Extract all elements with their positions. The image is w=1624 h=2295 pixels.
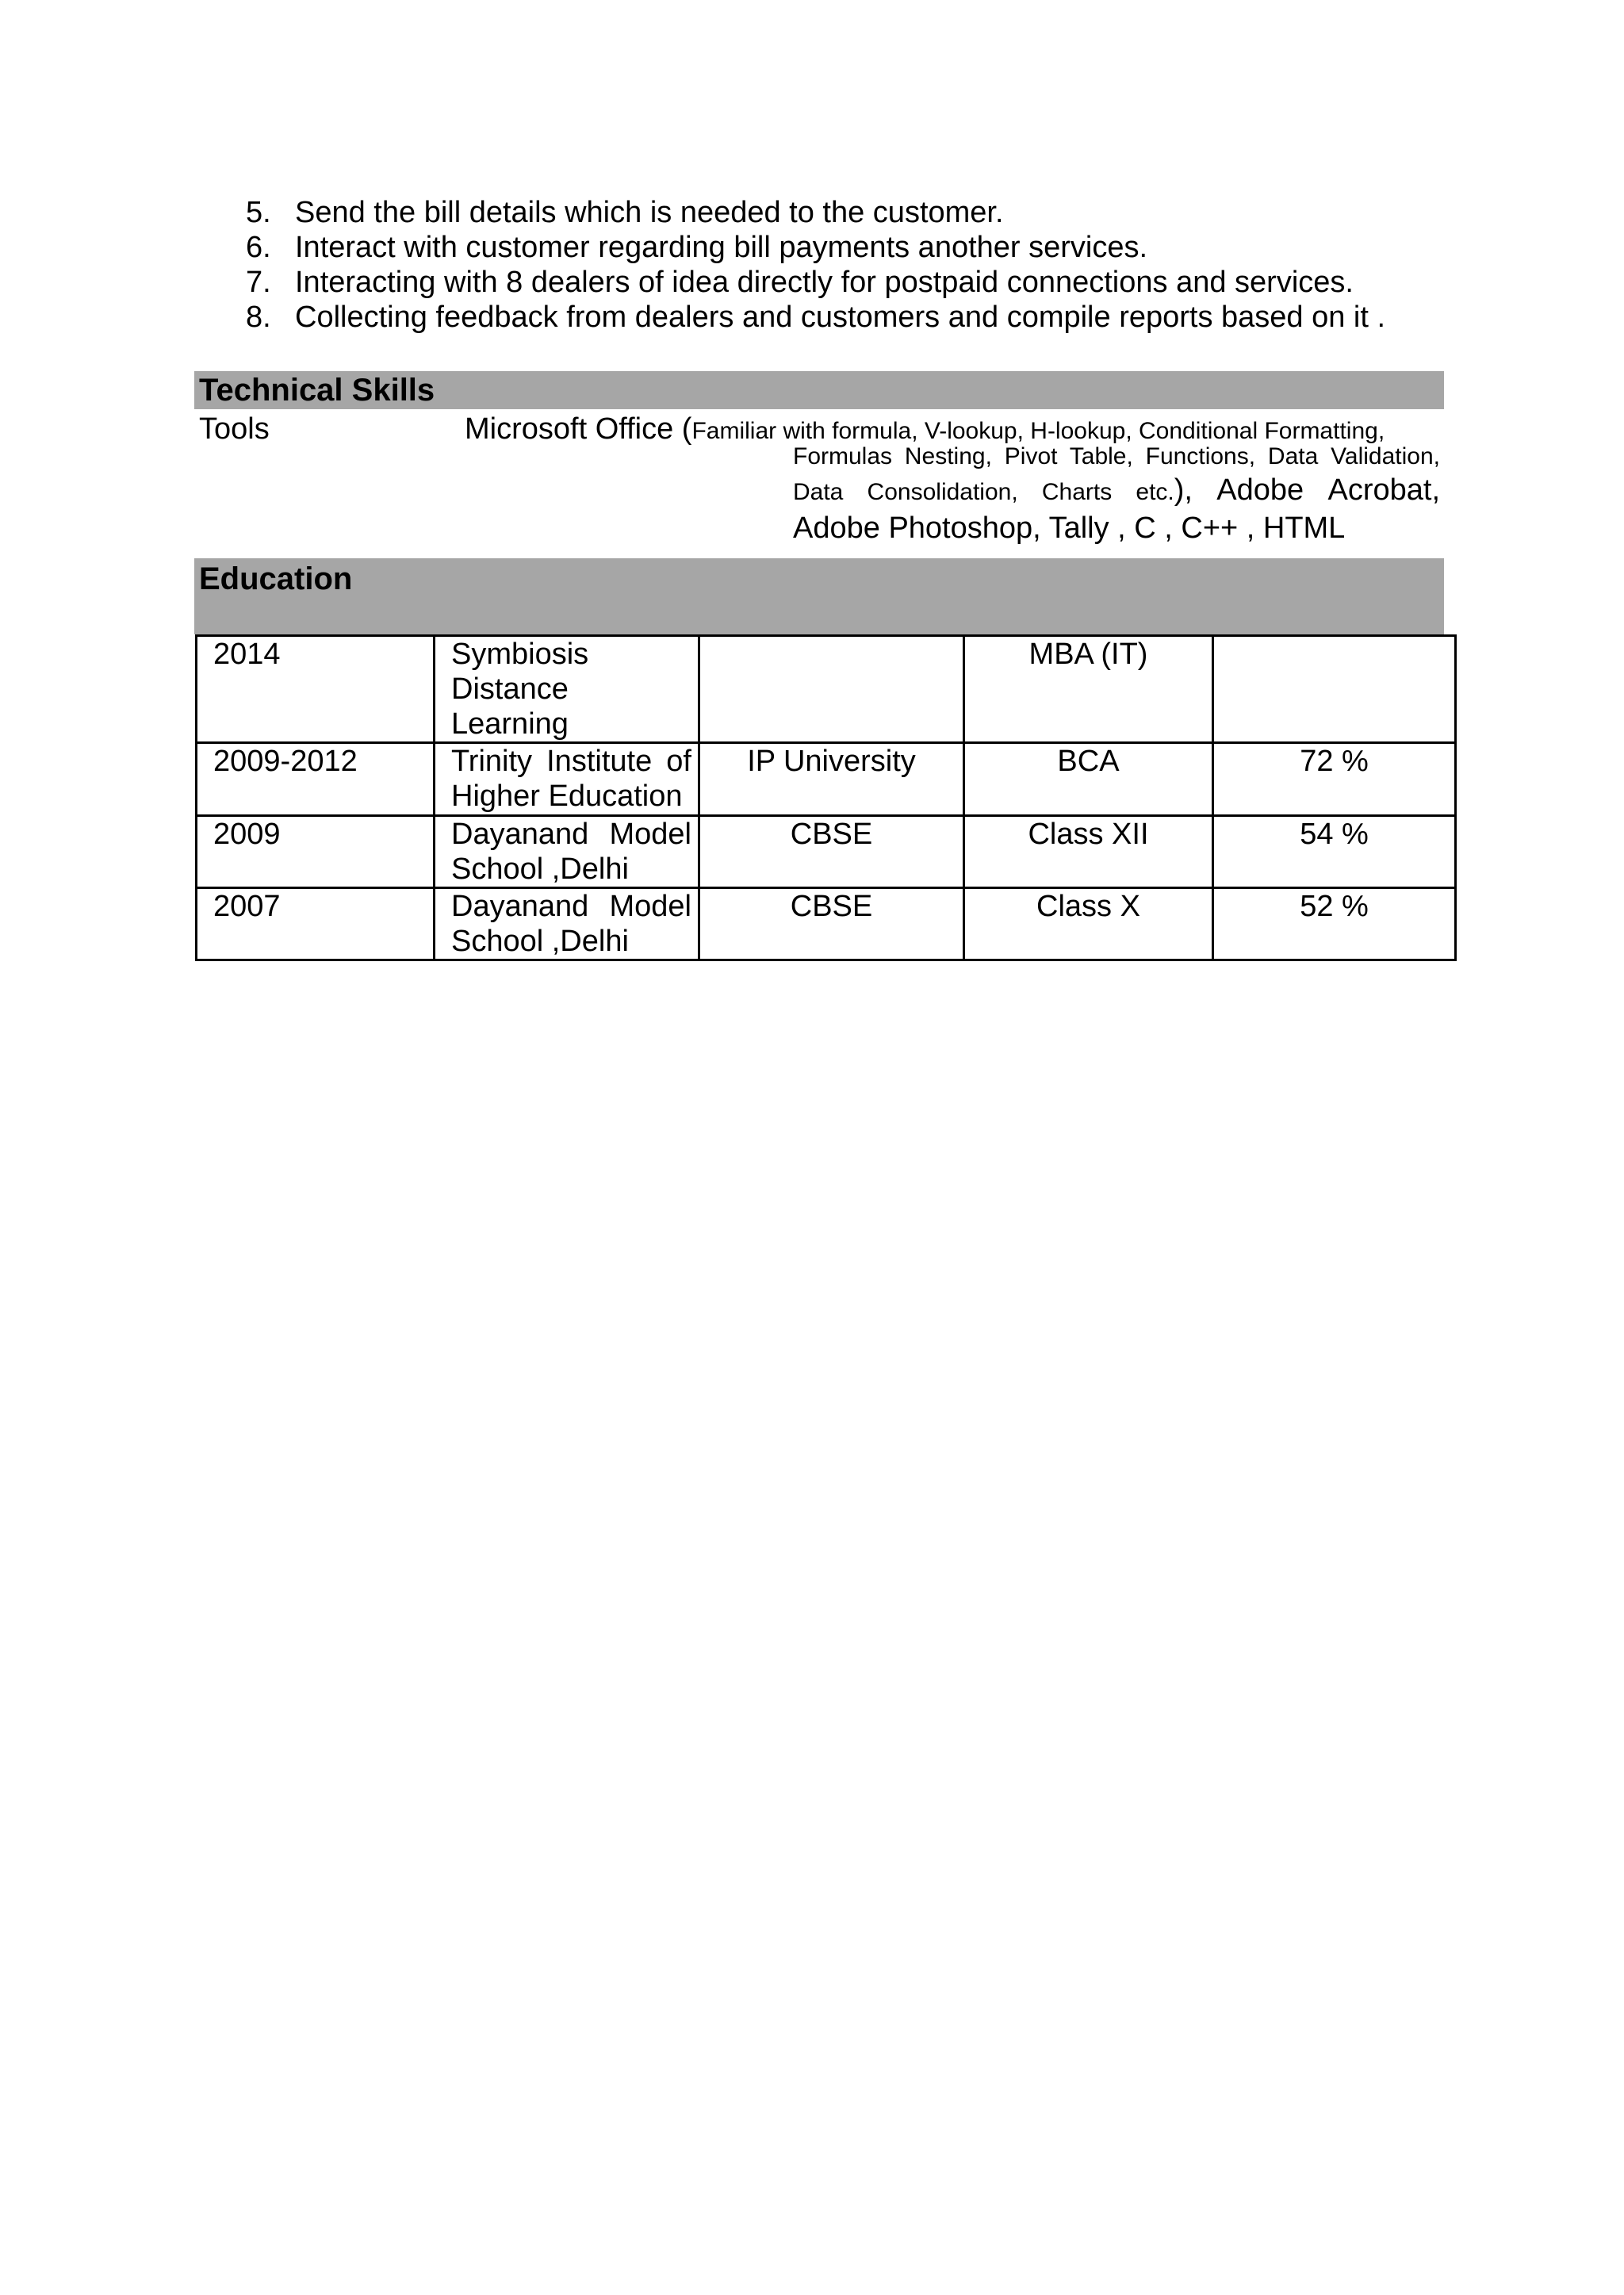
- skills-line-4: Adobe Photoshop, Tally , C , C++ , HTML: [793, 511, 1346, 545]
- list-number: 5.: [246, 196, 271, 229]
- score-cell: [1213, 636, 1456, 743]
- list-text: Interacting with 8 dealers of idea directly for postpaid connections and services.: [295, 266, 1354, 299]
- education-heading: Education: [194, 558, 1444, 634]
- year-cell: 2009: [197, 816, 435, 888]
- list-text: Send the bill details which is needed to the customer.: [295, 196, 1004, 229]
- board-cell: [699, 636, 964, 743]
- skills-line-3-small: Data Consolidation, Charts etc.: [793, 479, 1174, 505]
- degree-cell: MBA (IT): [964, 636, 1213, 743]
- list-text: Interact with customer regarding bill payments another services.: [295, 231, 1148, 264]
- institute-cell: Trinity Institute of Higher Education: [435, 743, 699, 816]
- board-cell: CBSE: [699, 816, 964, 888]
- skills-lead-text: Microsoft Office (: [465, 412, 692, 446]
- institute-cell: Dayanand Model School ,Delhi: [435, 888, 699, 960]
- skills-line-2: Formulas Nesting, Pivot Table, Functions, Data Validation,: [793, 443, 1440, 469]
- degree-cell: Class XII: [964, 816, 1213, 888]
- list-item: [238, 300, 1385, 335]
- table-row: [197, 743, 1456, 816]
- table-row: [197, 636, 1456, 743]
- year-cell: 2009-2012: [197, 743, 435, 816]
- score-cell: 72 %: [1213, 743, 1456, 816]
- degree-cell: Class X: [964, 888, 1213, 960]
- score-cell: 54 %: [1213, 816, 1456, 888]
- year-cell: 2007: [197, 888, 435, 960]
- skills-line-3: [793, 473, 1440, 510]
- institute-cell: Symbiosis Distance Learning: [435, 636, 699, 743]
- year-cell: 2014: [197, 636, 435, 743]
- board-cell: CBSE: [699, 888, 964, 960]
- skills-tools-continuation: [793, 441, 1440, 546]
- table-row: [197, 888, 1456, 960]
- education-table: [195, 634, 1457, 961]
- score-cell: 52 %: [1213, 888, 1456, 960]
- technical-skills-heading: Technical Skills: [194, 371, 1444, 409]
- institute-cell: Dayanand Model School ,Delhi: [435, 816, 699, 888]
- table-row: [197, 816, 1456, 888]
- board-cell: IP University: [699, 743, 964, 816]
- skills-lead-small: Familiar with formula, V-lookup, H-lookup, Conditional Formatting,: [691, 418, 1385, 444]
- list-number: 6.: [246, 231, 271, 264]
- degree-cell: BCA: [964, 743, 1213, 816]
- skills-tools-label: Tools: [199, 412, 270, 446]
- list-item: [238, 230, 1385, 265]
- list-number: 7.: [246, 266, 271, 299]
- list-number: 8.: [246, 301, 271, 334]
- list-item: [238, 265, 1385, 300]
- duties-list: [238, 195, 1385, 335]
- list-text: Collecting feedback from dealers and customers and compile reports based on it .: [295, 301, 1386, 334]
- skills-line-3-large: ), Adobe Acrobat,: [1174, 473, 1440, 507]
- list-item: [238, 195, 1385, 230]
